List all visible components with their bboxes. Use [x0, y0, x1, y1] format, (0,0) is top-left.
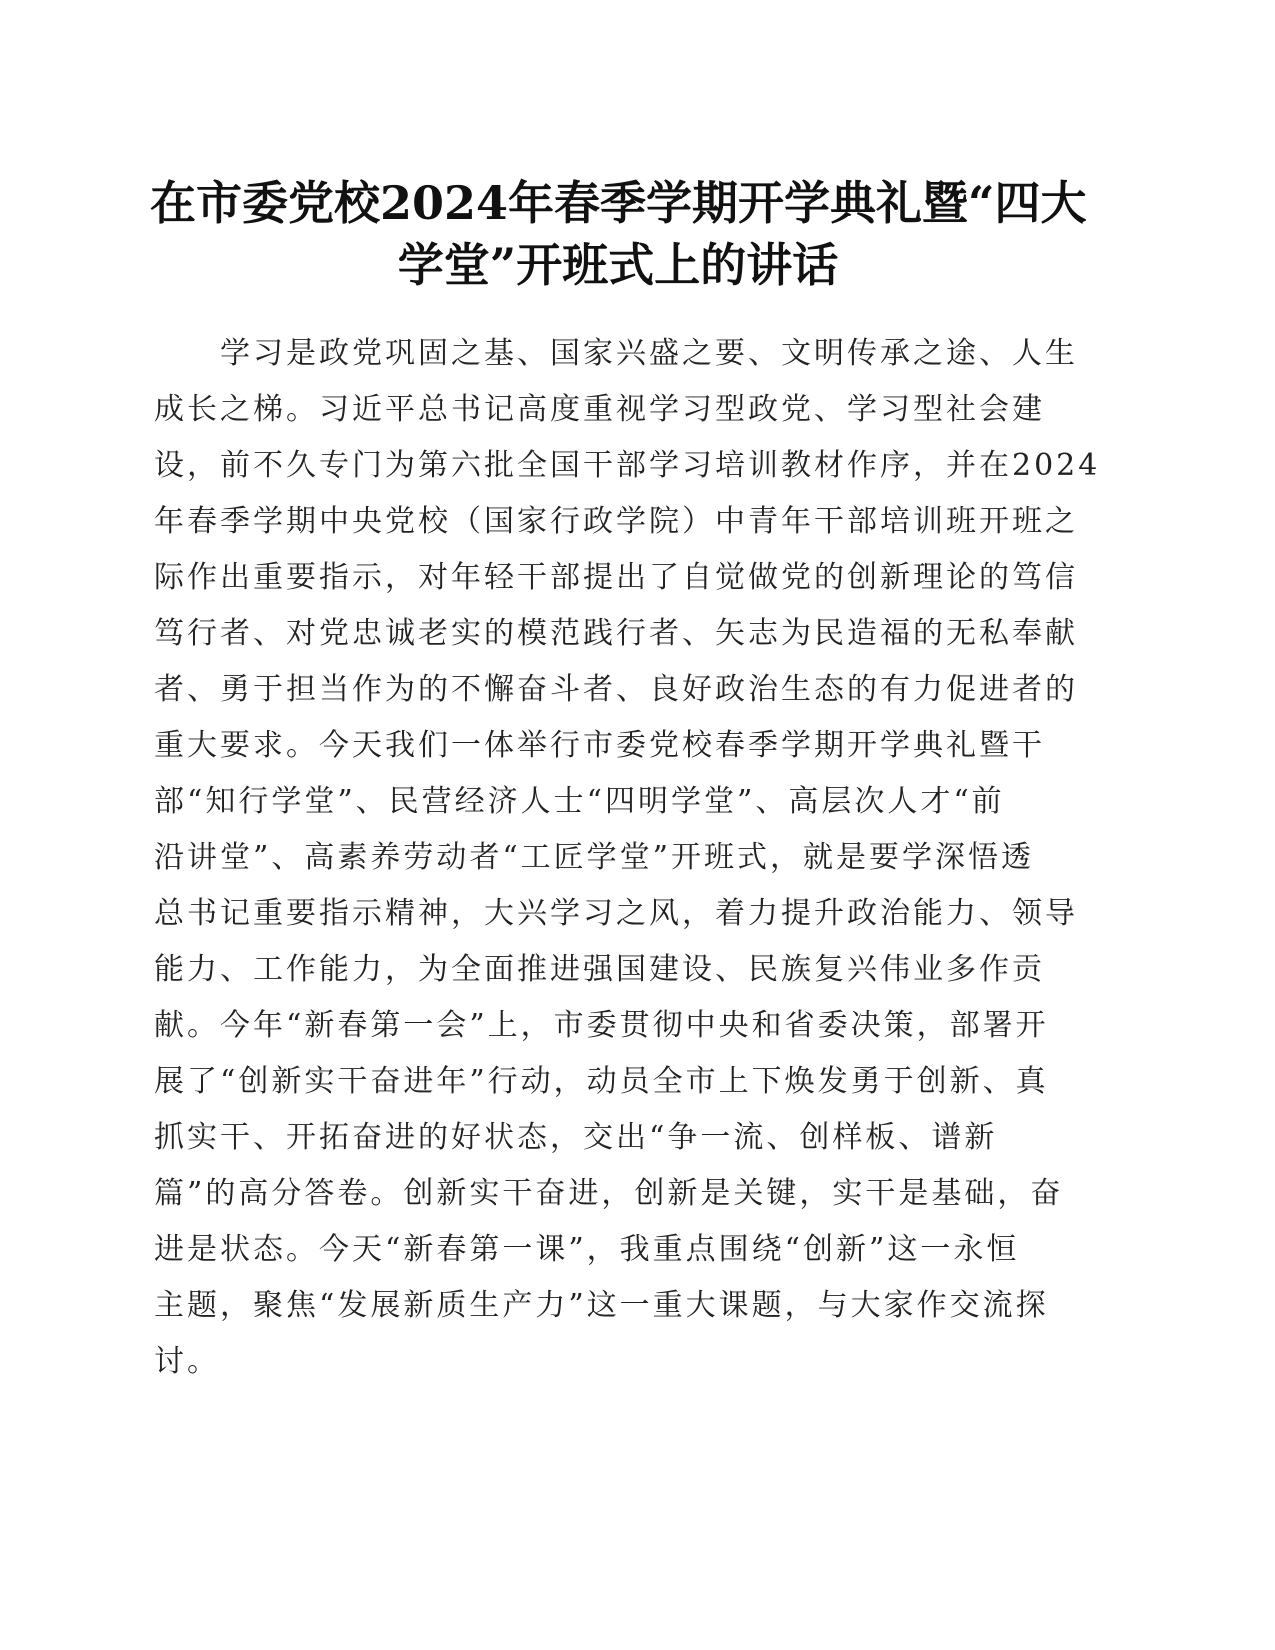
body-line-8: 重大要求。今天我们一体举行市委党校春季学期开学典礼暨干: [154, 728, 1045, 763]
body-line-14: 展了“创新实干奋进年”行动，动员全市上下焕发勇于创新、真: [154, 1064, 1049, 1099]
body-line-2: 成长之梯。习近平总书记高度重视学习型政党、学习型社会建: [154, 392, 1045, 427]
body-line-17: 进是状态。今天“新春第一课”，我重点围绕“创新”这一永恒: [154, 1232, 1020, 1267]
document-title: [150, 172, 1086, 296]
body-line-13: 献。今年“新春第一会”上，市委贯彻中央和省委决策，部署开: [154, 1008, 1049, 1043]
body-line-3: 设，前不久专门为第六批全国干部学习培训教材作序，并在2024: [154, 448, 1101, 483]
body-line-10: 沿讲堂”、高素养劳动者“工匠学堂”开班式，就是要学深悟透: [154, 840, 1035, 875]
body-line-4: 年春季学期中央党校（国家行政学院）中青年干部培训班开班之: [154, 504, 1078, 539]
body-line-1: 学习是政党巩固之基、国家兴盛之要、文明传承之途、人生: [220, 336, 1078, 371]
body-line-15: 抓实干、开拓奋进的好状态，交出“争一流、创样板、谱新: [154, 1120, 998, 1155]
body-line-18: 主题，聚焦“发展新质生产力”这一重大课题，与大家作交流探: [154, 1288, 1049, 1323]
body-paragraph: [154, 326, 1101, 1390]
body-line-7: 者、勇于担当作为的不懈奋斗者、良好政治生态的有力促进者的: [154, 672, 1078, 707]
body-line-6: 笃行者、对党忠诚老实的模范践行者、矢志为民造福的无私奉献: [154, 616, 1078, 651]
body-line-19: 讨。: [154, 1344, 220, 1379]
body-line-12: 能力、工作能力，为全面推进强国建设、民族复兴伟业多作贡: [154, 952, 1045, 987]
body-line-11: 总书记重要指示精神，大兴学习之风，着力提升政治能力、领导: [154, 896, 1078, 931]
body-line-9: 部“知行学堂”、民营经济人士“四明学堂”、高层次人才“前: [154, 784, 1005, 819]
body-line-16: 篇”的高分答卷。创新实干奋进，创新是关键，实干是基础，奋: [154, 1176, 1064, 1211]
body-line-5: 际作出重要指示，对年轻干部提出了自觉做党的创新理论的笃信: [154, 560, 1078, 595]
title-line-2: 学堂”开班式上的讲话: [397, 238, 839, 292]
title-line-1: 在市委党校2024年春季学期开学典礼暨“四大: [150, 176, 1087, 230]
